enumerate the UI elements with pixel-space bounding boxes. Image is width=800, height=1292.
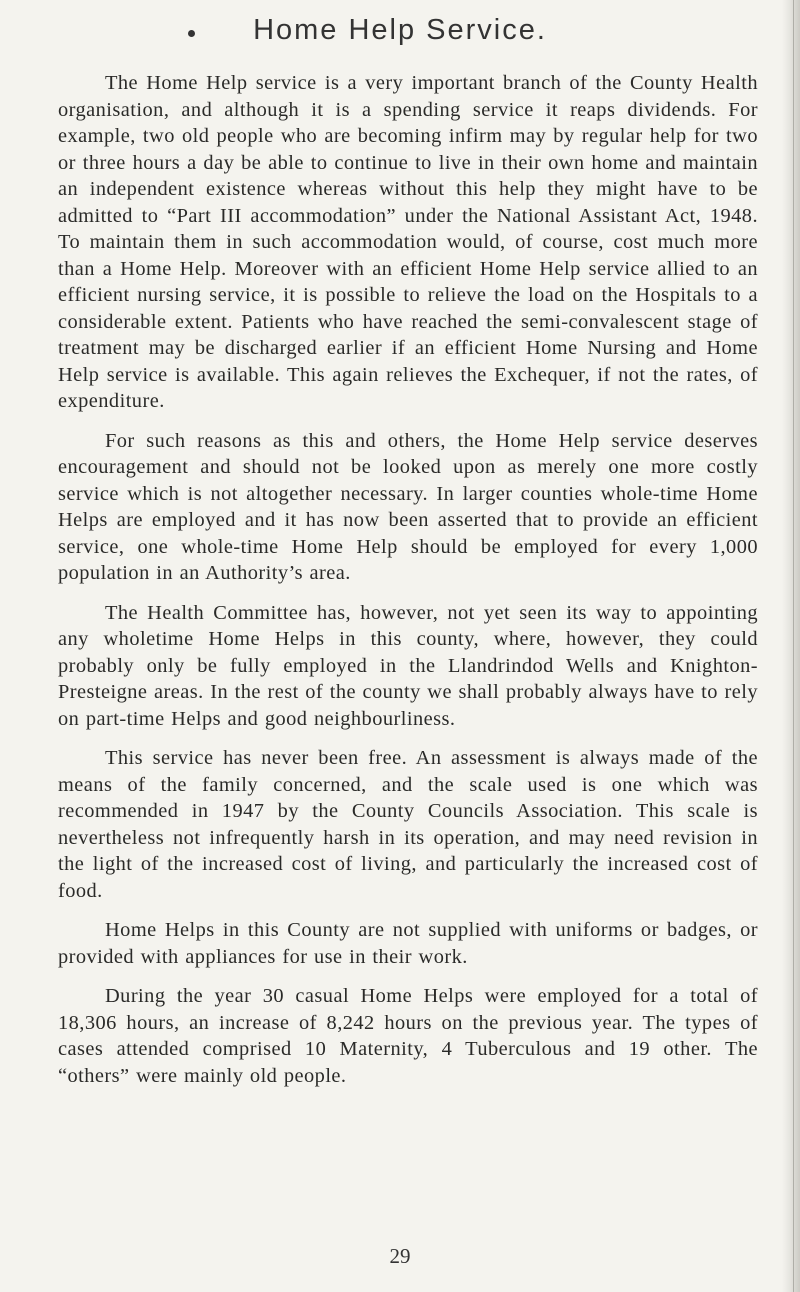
paragraph-2: For such reasons as this and others, the Home Help service deserves encouragement and should not be looked upon as merely one more costly service which is not altogether necessary. In larger counties whole-time Home Helps are employed and it has now been asserted that to provide an efficient service, one whole-time Home Help should be employed for every 1,000 population in an Authority’s area. <box>58 429 758 584</box>
page-edge-shadow <box>782 0 800 1292</box>
page-title: Home Help Service. <box>253 14 547 46</box>
paragraph-1: The Home Help service is a very important branch of the County Health organisation, and although it is a spending service it reaps dividends. For example, two old people who are becoming infirm may by regular help for two or three hours a day be able to continue to live in their own home and maintain an independent existence whereas without this help they might have to be admitted to “Part III accommodation” under the National Assistant Act, 1948. To maintain them in such accommodation would, of course, cost much more than a Home Help. Moreover with an efficient Home Help service allied to an efficient nursing service, it is possible to relieve the load on the Hospitals to a considerable extent. Patients who have reached the semi-convalescent stage of treatment may be discharged earlier if an efficient Home Nursing and Home Help service is available. This again relieves the Exchequer, if not the rates, of expenditure. <box>58 72 758 412</box>
page-edge-line <box>793 0 794 1292</box>
paragraph-6: During the year 30 casual Home Helps were employed for a total of 18,306 hours, an increase of 8,242 hours on the previous year. The types of cases attended comprised 10 Maternity, 4 Tuberculous and 19 other. The “others” were mainly old people. <box>58 985 758 1087</box>
paragraph-3: The Health Committee has, however, not yet seen its way to appointing any wholetime Home Helps in this county, where, however, they could probably only be fully employed in the Llandrindod Wells and Knighton-Presteigne areas. In the rest of the county we shall probably always have to rely on part-time Helps and good neighbourliness. <box>58 601 758 730</box>
page-number: 29 <box>389 1244 411 1268</box>
body-text <box>58 70 758 1102</box>
paragraph-5: Home Helps in this County are not supplied with uniforms or badges, or provided with appliances for use in their work. <box>58 919 758 968</box>
paragraph-4: This service has never been free. An assessment is always made of the means of the family concerned, and the scale used is one which was recommended in 1947 by the County Councils Association. This scale is nevertheless not infrequently harsh in its operation, and may need revision in the light of the increased cost of living, and particularly the increased cost of food. <box>58 747 758 902</box>
